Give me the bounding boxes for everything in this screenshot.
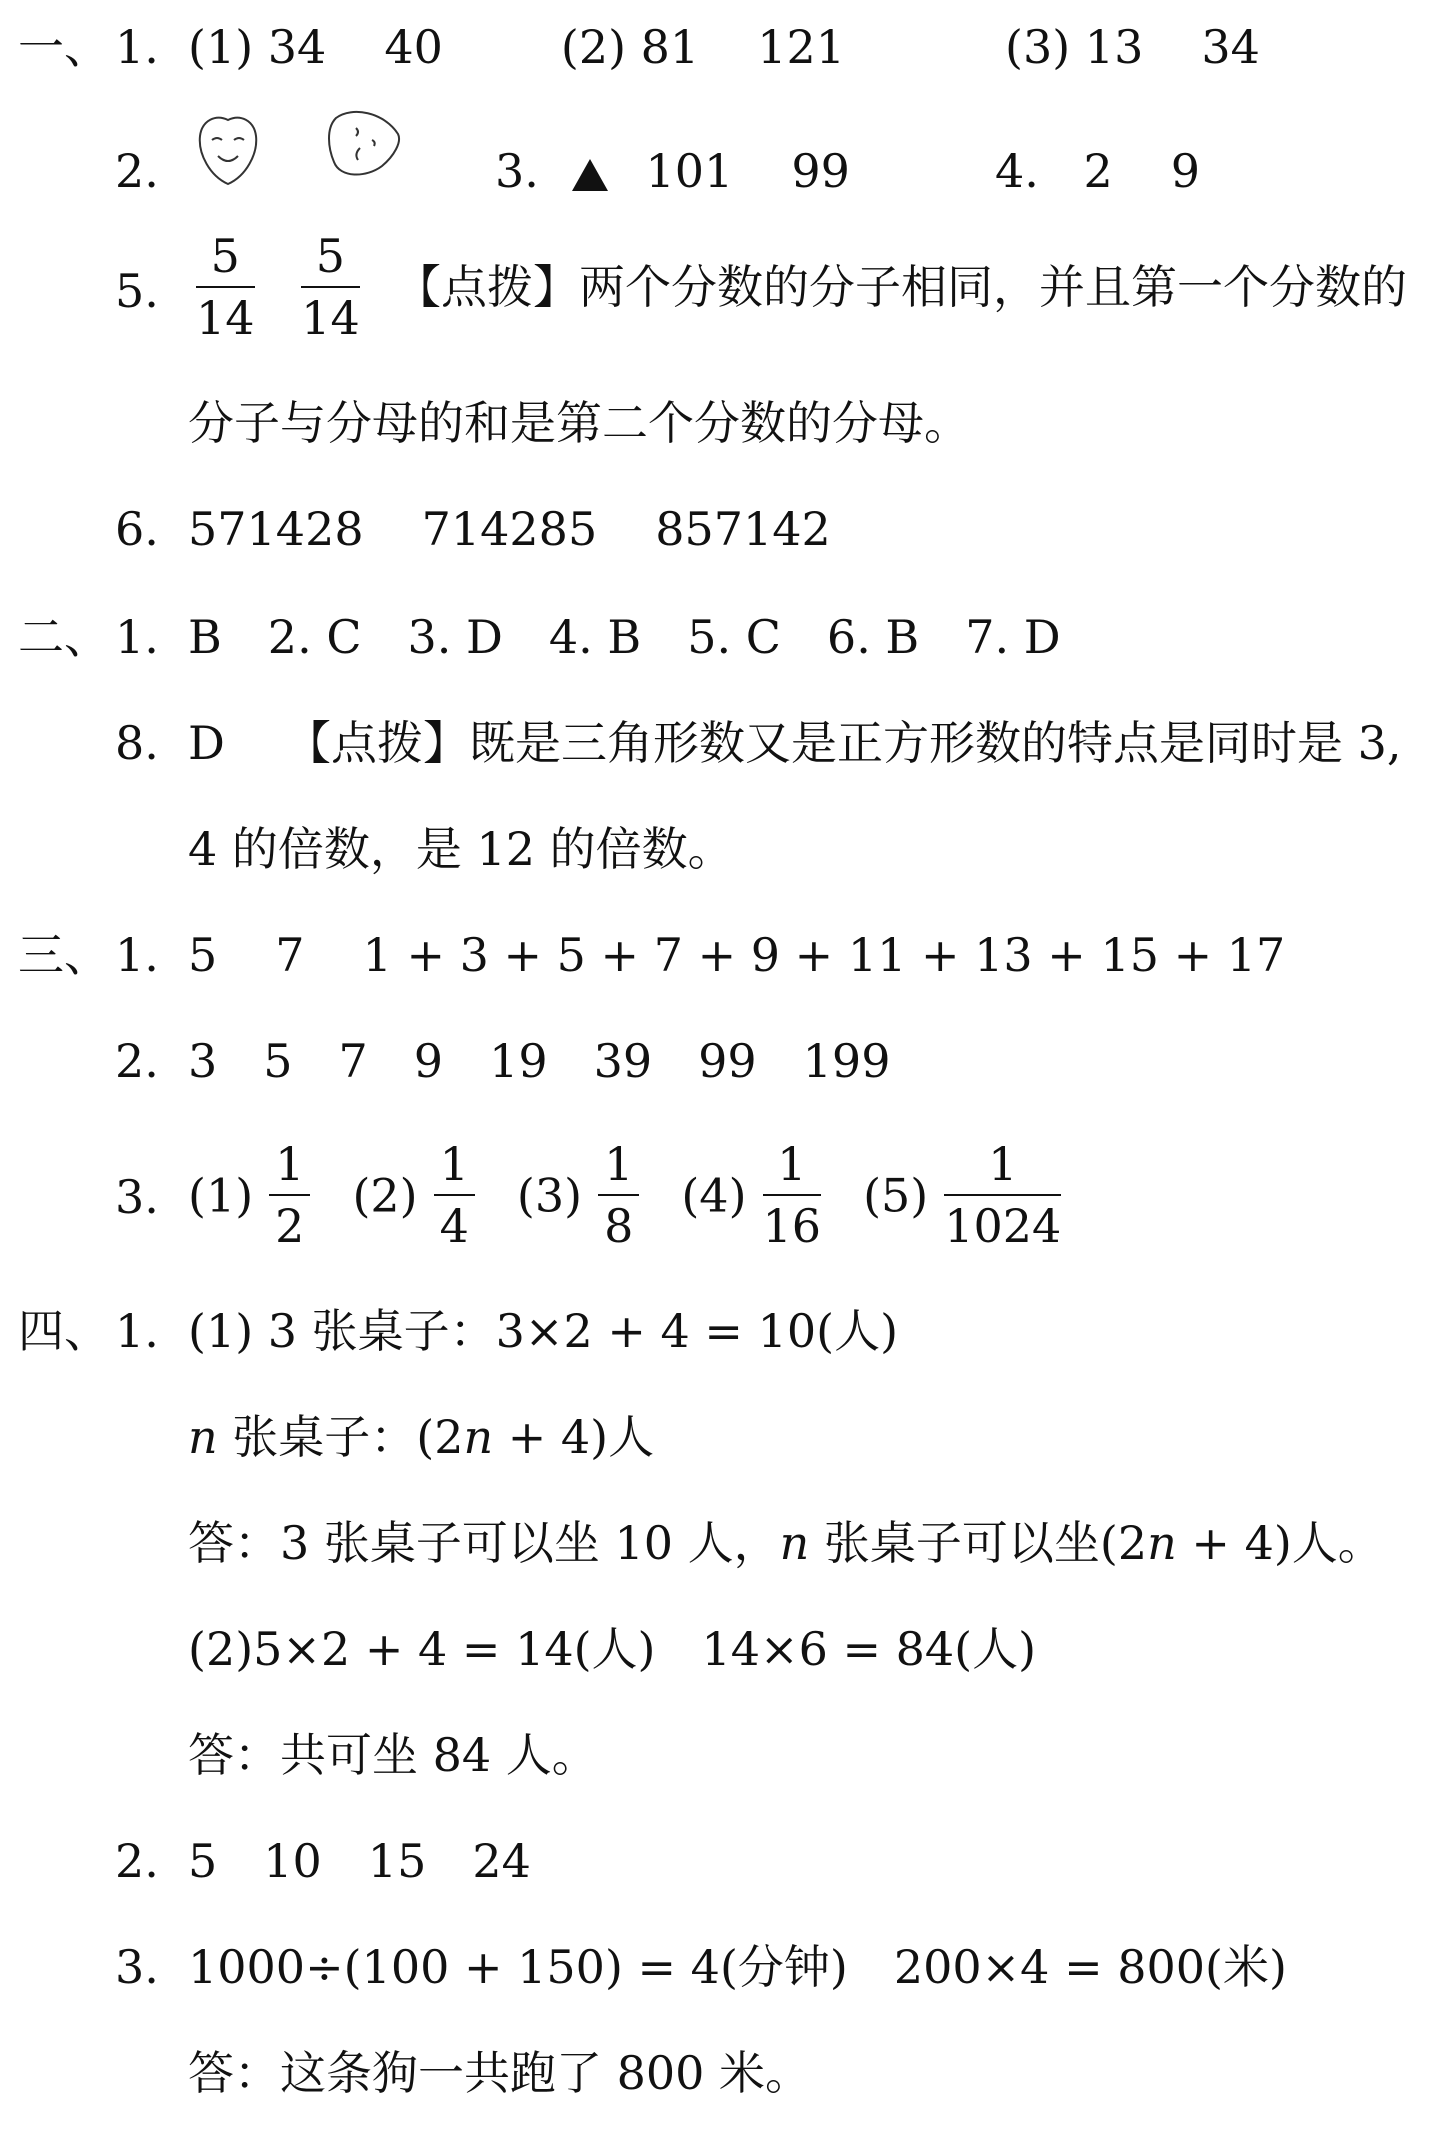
- fraction: [196, 229, 255, 346]
- question-number: 2.: [115, 144, 159, 198]
- question-number: 3.: [115, 1170, 159, 1224]
- section-label: 一、: [18, 20, 110, 74]
- denominator: 1024: [944, 1199, 1062, 1254]
- variable-n: n: [1147, 1516, 1177, 1570]
- text-segment: 张桌子可以坐(2: [809, 1516, 1148, 1570]
- denominator: 14: [301, 291, 360, 346]
- question-number: 3.: [495, 144, 539, 198]
- text-segment: 张桌子：(2: [217, 1410, 464, 1464]
- variable-n: n: [779, 1516, 810, 1570]
- question-number: 4.: [995, 144, 1039, 198]
- section-label: 四、: [18, 1304, 110, 1358]
- answer-content: 5 10 15 24: [188, 1834, 531, 1888]
- hint-note-cont: 分子与分母的和是第二个分数的分母。: [188, 396, 970, 450]
- answer-statement: 答：共可坐 84 人。: [188, 1728, 598, 1782]
- denominator: 8: [604, 1199, 634, 1254]
- answer-value: 571428: [188, 502, 364, 556]
- answer-value: 2: [1083, 144, 1113, 198]
- sec1-q4-row: [995, 144, 1201, 198]
- fraction: [762, 1137, 822, 1254]
- answer-value: D: [188, 716, 225, 770]
- answer-content: B 2. C 3. D 4. B 5. C 6. B 7. D: [188, 610, 1061, 664]
- denominator: 16: [762, 1199, 822, 1254]
- answer-content: [188, 502, 831, 556]
- hint-note: 【点拨】两个分数的分子相同，并且第一个分数的: [395, 260, 1407, 314]
- section-label: 二、: [18, 610, 110, 664]
- numerator: 1: [434, 1140, 475, 1196]
- answer-value: 9: [1170, 144, 1201, 198]
- fraction-answers: [188, 1137, 1077, 1254]
- fraction: [434, 1137, 475, 1254]
- numerator: 1: [763, 1140, 822, 1196]
- answer-content: 3 5 7 9 19 39 99 199: [188, 1034, 891, 1088]
- answer-statement: 答：这条狗一共跑了 800 米。: [188, 2046, 812, 2100]
- question-number: 1.: [115, 20, 159, 74]
- answer-value: (2) 81: [560, 20, 700, 74]
- solution-line: (1) 3 张桌子：3×2 + 4 = 10(人): [188, 1304, 899, 1358]
- answer-content: [188, 928, 1286, 982]
- answer-content: [188, 20, 1260, 74]
- answer-value: 1 + 3 + 5 + 7 + 9 + 11 + 13 + 15 + 17: [362, 928, 1286, 982]
- answer-statement: [188, 1516, 1384, 1570]
- side-face-icon: [322, 108, 412, 198]
- question-number: 8.: [115, 716, 159, 770]
- denominator: 14: [196, 291, 255, 346]
- part-label: (1): [188, 1168, 254, 1223]
- question-number: 1.: [115, 928, 159, 982]
- fraction: [598, 1137, 639, 1254]
- numerator: 1: [598, 1140, 639, 1196]
- question-number: 1.: [115, 610, 159, 664]
- question-number: 5.: [115, 264, 159, 318]
- part-label: (2): [352, 1168, 418, 1223]
- answer-value: 5: [188, 928, 218, 982]
- answer-value: 101: [645, 144, 734, 198]
- question-number: 2.: [115, 1834, 159, 1888]
- question-number: 2.: [115, 1034, 159, 1088]
- denominator: 4: [439, 1199, 469, 1254]
- answer-value: 34: [1201, 20, 1260, 74]
- part-label: (5): [863, 1168, 929, 1223]
- numerator: 1: [944, 1140, 1061, 1196]
- part-label: (3): [516, 1168, 583, 1223]
- smile-face-icon: [188, 112, 278, 202]
- text-segment: + 4)人: [493, 1410, 655, 1464]
- solution-line: [188, 1410, 655, 1464]
- fraction-group: [180, 229, 376, 346]
- variable-n: n: [463, 1410, 494, 1464]
- question-number: 6.: [115, 502, 159, 556]
- answer-value: (1) 34: [188, 20, 327, 74]
- answer-value: 121: [757, 20, 846, 74]
- section-label: 三、: [18, 928, 110, 982]
- fraction: [301, 229, 360, 346]
- numerator: 5: [196, 232, 255, 288]
- question-number: 1.: [115, 1304, 159, 1358]
- answer-value: (3) 13: [1005, 20, 1144, 74]
- answer-value: 7: [275, 928, 305, 982]
- part-label: (4): [681, 1168, 747, 1223]
- sec1-q3-row: [495, 144, 850, 198]
- solution-line: (2)5×2 + 4 = 14(人) 14×6 = 84(人): [188, 1622, 1037, 1676]
- text-segment: 答：3 张桌子可以坐 10 人，: [188, 1516, 780, 1570]
- hint-note: 【点拨】既是三角形数又是正方形数的特点是同时是 3,: [285, 716, 1402, 770]
- answer-value: 40: [384, 20, 443, 74]
- numerator: 1: [269, 1140, 310, 1196]
- triangle-icon: [572, 159, 608, 191]
- answer-value: 857142: [655, 502, 831, 556]
- numerator: 5: [301, 232, 360, 288]
- text-segment: + 4)人。: [1176, 1516, 1384, 1570]
- answer-value: 714285: [421, 502, 598, 556]
- question-number: 3.: [115, 1940, 159, 1994]
- fraction: [269, 1137, 310, 1254]
- hint-note-cont: 4 的倍数，是 12 的倍数。: [188, 822, 734, 876]
- fraction: [944, 1137, 1062, 1254]
- variable-n: n: [188, 1410, 218, 1464]
- solution-line: 1000÷(100 + 150) = 4(分钟) 200×4 = 800(米): [188, 1940, 1287, 1994]
- answer-value: 99: [791, 144, 850, 198]
- denominator: 2: [275, 1199, 305, 1254]
